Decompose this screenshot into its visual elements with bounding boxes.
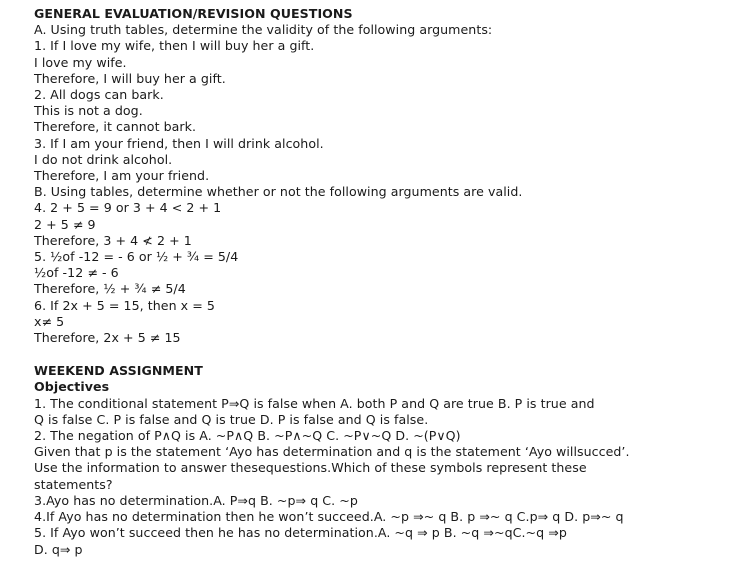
section-title: GENERAL EVALUATION/REVISION QUESTIONS [34, 6, 353, 21]
document-page [34, 6, 724, 558]
question-line: statements? [34, 476, 113, 492]
question-line: D. q⇒ p [34, 541, 83, 557]
argument-line: x≠ 5 [34, 313, 65, 329]
instruction-a: A. Using truth tables, determine the validity of the following arguments: [34, 22, 493, 38]
question-line: 1. The conditional statement P⇒Q is false when A. both P and Q are true B. P is true and [34, 395, 595, 411]
argument-line: Therefore, it cannot bark. [34, 119, 197, 135]
question-line: Use the information to answer thesequestions.Which of these symbols represent these [34, 460, 587, 476]
argument-line: I love my wife. [34, 54, 127, 70]
question-line: 5. If Ayo won’t succeed then he has no determination.A. ~q ⇒ p B. ~q ⇒~qC.~q ⇒p [34, 525, 567, 541]
argument-line: 6. If 2x + 5 = 15, then x = 5 [34, 297, 215, 313]
argument-line: ½of -12 ≠ - 6 [34, 265, 119, 281]
question-line: 3.Ayo has no determination.A. P⇒q B. ~p⇒ q C. ~p [34, 492, 358, 508]
argument-line: Therefore, 3 + 4 ≮ 2 + 1 [34, 232, 192, 248]
argument-line: 3. If I am your friend, then I will drink alcohol. [34, 135, 324, 151]
argument-line: 4. 2 + 5 = 9 or 3 + 4 < 2 + 1 [34, 200, 222, 216]
argument-line: This is not a dog. [34, 103, 143, 119]
argument-line: Therefore, I will buy her a gift. [34, 70, 226, 86]
instruction-b: B. Using tables, determine whether or not the following arguments are valid. [34, 184, 523, 200]
question-line: Given that p is the statement ‘Ayo has determination and q is the statement ‘Ayo willsucced’. [34, 444, 630, 460]
argument-line: 2 + 5 ≠ 9 [34, 216, 96, 232]
question-line: Q is false C. P is false and Q is true D. P is false and Q is false. [34, 411, 429, 427]
question-line: 2. The negation of P∧Q is A. ~P∧Q B. ~P∧~Q C. ~P∨~Q D. ~(P∨Q) [34, 428, 461, 444]
question-line: 4.If Ayo has no determination then he won’t succeed.A. ~p ⇒~ q B. p ⇒~ q C.p⇒ q D. p⇒~ q [34, 509, 624, 525]
argument-line: Therefore, 2x + 5 ≠ 15 [34, 330, 181, 346]
argument-line: Therefore, I am your friend. [34, 168, 210, 184]
assignment-title: WEEKEND ASSIGNMENT [34, 363, 203, 379]
argument-line: I do not drink alcohol. [34, 151, 173, 167]
argument-line: 2. All dogs can bark. [34, 87, 164, 103]
argument-line: Therefore, ½ + ¾ ≠ 5/4 [34, 281, 186, 297]
objectives-heading: Objectives [34, 379, 110, 395]
section-spacer [34, 346, 724, 363]
argument-line: 5. ½of -12 = - 6 or ½ + ¾ = 5/4 [34, 249, 239, 265]
argument-line: 1. If I love my wife, then I will buy her a gift. [34, 38, 315, 54]
